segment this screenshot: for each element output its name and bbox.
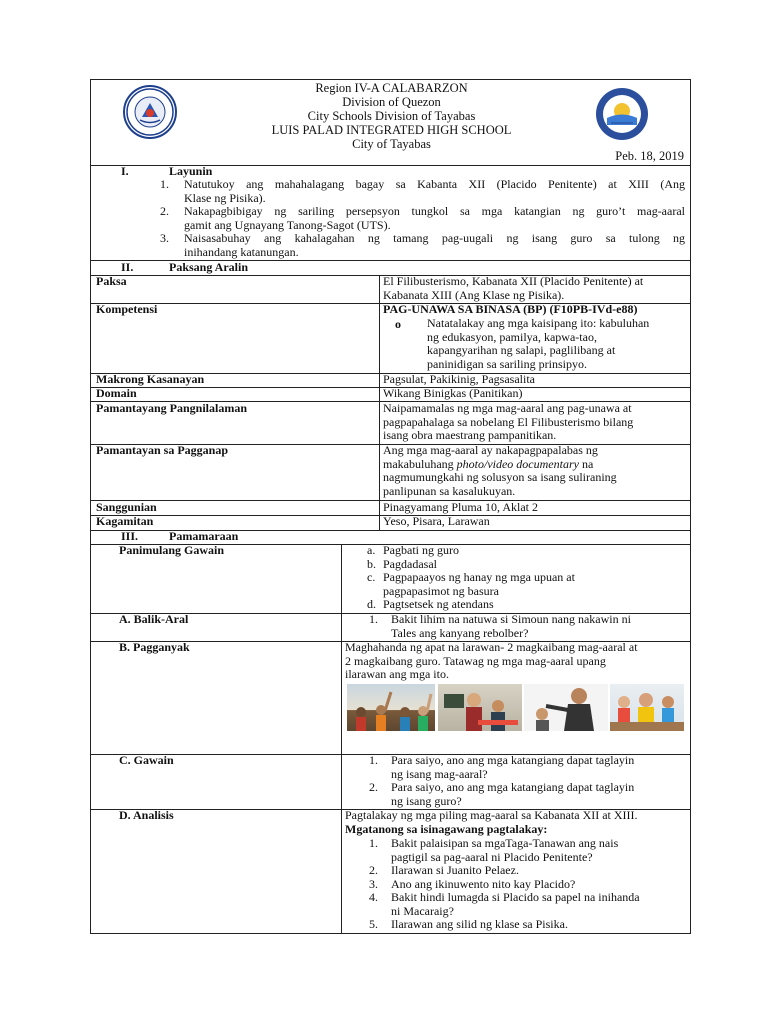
step-label-analisis: D. Analisis <box>119 808 174 822</box>
activity-questions-list <box>369 753 635 808</box>
row-label-paksa: Paksa <box>96 274 127 288</box>
list-item: b. Pagdadasal <box>367 556 437 571</box>
row-value-makrong-kasanayan: Pagsulat, Pakikinig, Pagsasalita <box>383 372 535 386</box>
row-value-content-standard: Naipamamalas ng mga mag-aaral ang pag-unawa at pagpapahalaga sa nobelang El Filibusterismo bilang isang obra maestrang pampanitikan. <box>383 401 634 442</box>
row-label-kompetensi: Kompetensi <box>96 302 158 316</box>
row-label-content-standard: Pamantayang Pangnilalaman <box>96 401 248 415</box>
step-label-panimulang-gawain: Panimulang Gawain <box>119 543 225 557</box>
list-item: 1. Para saiyo, ano ang mga katangiang dapat taglayin ng isang mag-aaral? <box>369 753 635 781</box>
header-region: Region IV-A CALABARZON <box>315 81 468 95</box>
section2-number: II. <box>121 260 134 274</box>
header-date: Peb. 18, 2019 <box>615 149 684 163</box>
row-value-domain: Wikang Binigkas (Panitikan) <box>383 386 523 400</box>
analysis-subheading: Mgatanong sa isinagawang pagtalakay: <box>345 822 548 836</box>
review-question: 1. Bakit lihim na natuwa si Simoun nang nakawin ni Tales ang kanyang rebolber? <box>369 612 631 640</box>
objective-item: 3. Naisasabuhay ang kahalagahan ng tamang pag-uugali ng isang guro sa tulong ng inihandang katanungan. <box>160 231 685 259</box>
list-item: 5. Ilarawan ang silid ng klase sa Pisika. <box>369 917 568 931</box>
row-value-performance-standard: Ang mga mag-aaral ay nakapagpapalabas ng makabuluhang photo/video documentary na nagmumungkahi ng solusyon sa isang suliraning panlipunan sa kasalukuyan. <box>383 443 617 498</box>
section1-number: I. <box>121 164 129 178</box>
step-label-gawain: C. Gawain <box>119 753 174 767</box>
classroom-photo-strict-teacher <box>524 684 608 731</box>
row-value-kagamitan: Yeso, Pisara, Larawan <box>383 514 490 528</box>
row-label-kagamitan: Kagamitan <box>96 514 154 528</box>
competency-description: Natatalakay ang mga kaisipang ito: kabuluhan ng edukasyon, pamilya, kapwa-tao, kapangyarihan ng salapi, paglilibang at paninidigan sa sariling prinsipyo. <box>427 316 650 371</box>
classroom-photo-students <box>347 684 435 731</box>
section1-objectives-list <box>160 177 685 259</box>
step-label-pagganyak: B. Pagganyak <box>119 640 190 654</box>
row-label-sanggunian: Sanggunian <box>96 500 157 514</box>
lesson-plan-sheet <box>90 79 691 934</box>
header-division: Division of Quezon <box>342 95 441 109</box>
header-school-name: LUIS PALAD INTEGRATED HIGH SCHOOL <box>271 123 512 137</box>
row-label-performance-standard: Pamantayan sa Pagganap <box>96 443 229 457</box>
strict-teacher-icon <box>524 684 608 731</box>
objective-item: 2. Nakapagbibigay ng sariling persepsyon tungkol sa mga katangian ng guro’t mag-aaral gamit ang Ugnayang Tanong-Sagot (UTS). <box>160 204 685 232</box>
section3-title: Pamamaraan <box>169 529 239 543</box>
list-item: 3. Ano ang ikinuwento nito kay Placido? <box>369 876 576 891</box>
header-city-schools: City Schools Division of Tayabas <box>307 109 476 123</box>
list-item: 4. Bakit hindi lumagda si Placido sa papel na inihanda ni Macaraig? <box>369 890 640 918</box>
header-city: City of Tayabas <box>352 137 431 151</box>
list-item: a. Pagbati ng guro <box>367 543 459 557</box>
intro-activities-list <box>367 543 683 612</box>
objective-item: 1. Natutukoy ang mahahalagang bagay sa Kabanta XII (Placido Penitente) at XIII (Ang Klase ng Pisika). <box>160 177 685 205</box>
classroom-photo-friendly-teacher <box>610 684 684 731</box>
analysis-intro: Pagtalakay ng mga piling mag-aaral sa Kabanata XII at XIII. <box>345 808 638 822</box>
list-item: 1. Bakit palaisipan sa mgaTaga-Tanawan ang nais pagtigil sa pag-aaral ni Placido Penitente? <box>369 836 619 864</box>
section1-title: Layunin <box>169 164 213 178</box>
analysis-questions-list <box>369 836 640 932</box>
list-item: c. Pagpapaayos ng hanay ng mga upuan at pagpapasimot ng basura <box>367 570 575 598</box>
competency-code: PAG-UNAWA SA BINASA (BP) (F10PB-IVd-e88) <box>383 302 638 316</box>
section2-title: Paksang Aralin <box>169 260 249 274</box>
step-label-balik-aral: A. Balik-Aral <box>119 612 189 626</box>
section3-number: III. <box>121 529 139 543</box>
bullet-icon: o <box>395 317 401 331</box>
teacher-scene-icon <box>438 684 522 731</box>
students-raising-hands-icon <box>347 684 435 731</box>
list-item: 2. Ilarawan si Juanito Pelaez. <box>369 863 519 877</box>
row-value-sanggunian: Pinagyamang Pluma 10, Aklat 2 <box>383 500 538 514</box>
row-label-makrong-kasanayan: Makrong Kasanayan <box>96 372 205 386</box>
row-value-paksa: El Filibusterismo, Kabanata XII (Placido Penitente) at Kabanata XIII (Ang Klase ng Pisika). <box>383 274 644 302</box>
row-label-domain: Domain <box>96 386 137 400</box>
motivation-text: Maghahanda ng apat na larawan- 2 magkaibang mag-aaral at 2 magkaibang guro. Tatawag ng mga mag-aaral upang ilarawan ang mga ito. <box>345 640 638 681</box>
list-item: d. Pagtsetsek ng atendans <box>367 597 494 611</box>
classroom-photo-teacher-scolding <box>438 684 522 731</box>
list-item: 2. Para saiyo, ano ang mga katangiang dapat taglayin ng isang guro? <box>369 780 635 808</box>
friendly-teacher-icon <box>610 684 684 731</box>
